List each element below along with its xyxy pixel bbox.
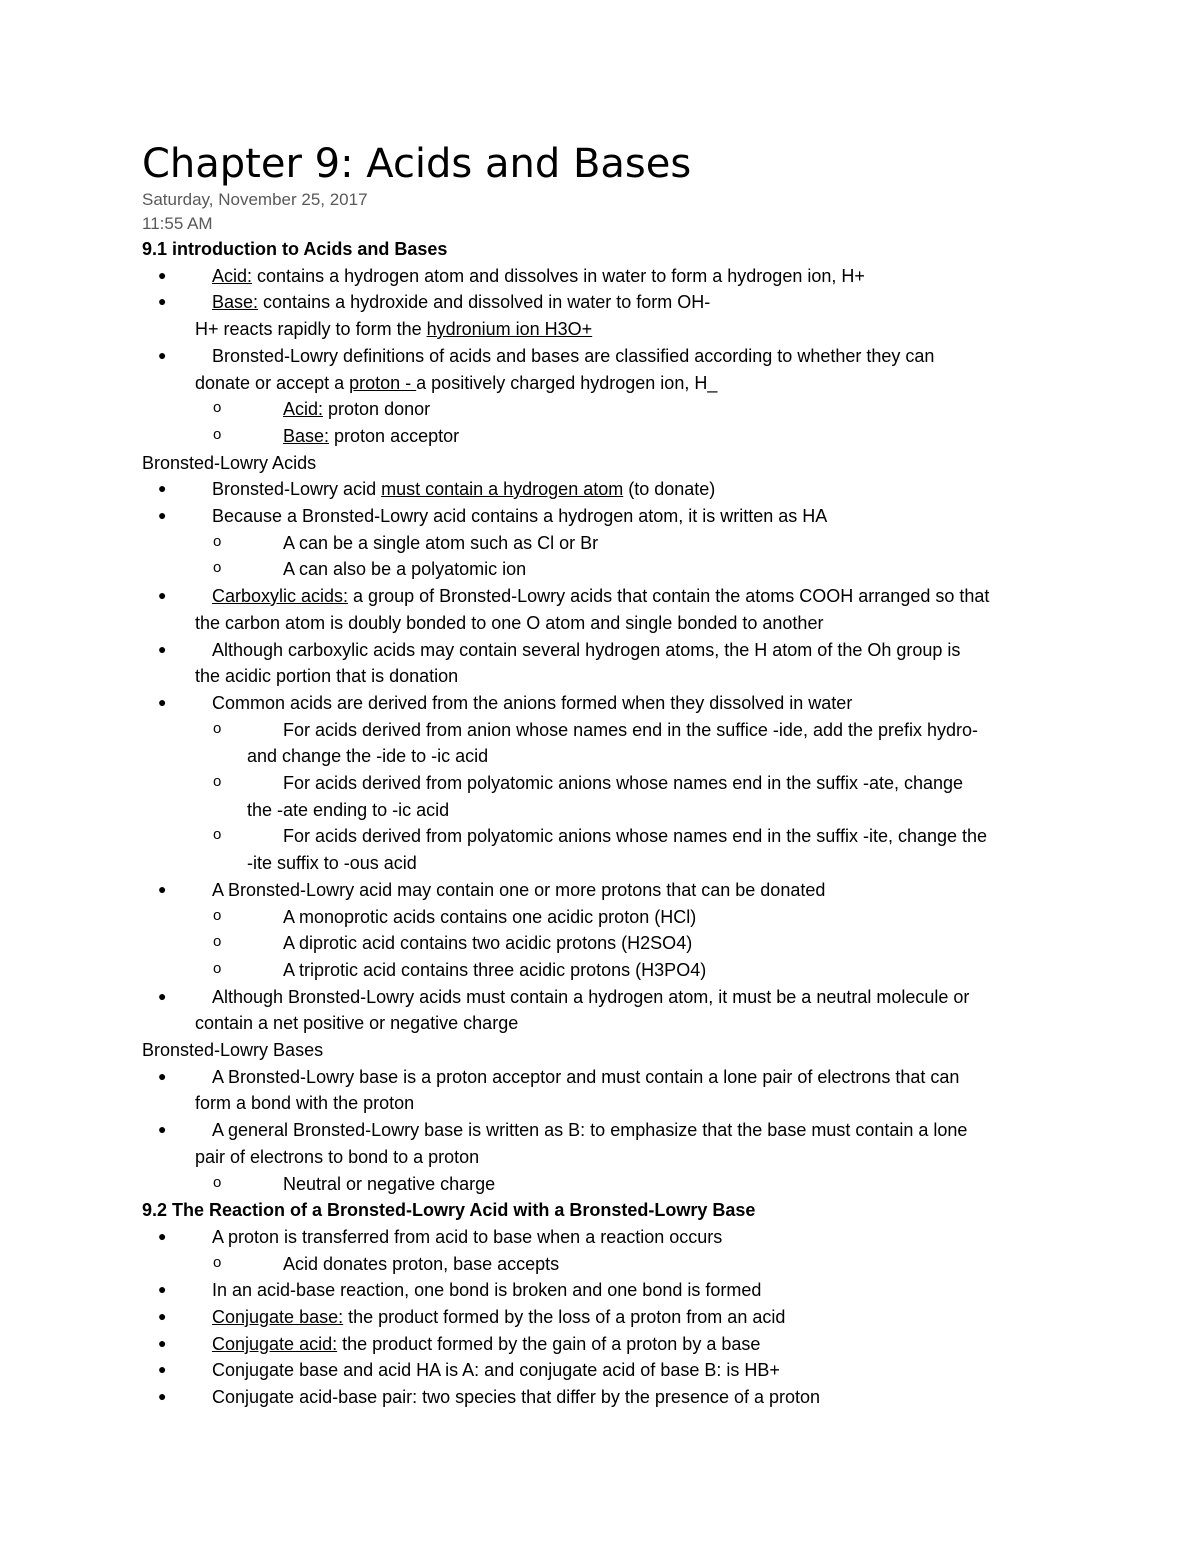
bullet-icon: ●	[158, 881, 167, 897]
sub-bullet-icon: o	[213, 933, 222, 950]
note-line	[195, 663, 458, 689]
line-text: (to donate)	[623, 479, 716, 499]
underlined-term: proton -	[349, 373, 417, 393]
line-text: A Bronsted-Lowry base is a proton acceptor and must contain a lone pair of electrons that can	[212, 1067, 960, 1087]
line-text: proton acceptor	[329, 426, 460, 446]
note-line	[283, 823, 987, 849]
note-line	[195, 316, 592, 342]
line-text: 9.2 The Reaction of a Bronsted-Lowry Acid with a Bronsted-Lowry Base	[142, 1200, 756, 1220]
note-line	[212, 984, 969, 1010]
underlined-term: hydronium ion H3O+	[426, 319, 593, 339]
subsection-title	[142, 450, 316, 476]
line-text: Although carboxylic acids may contain several hydrogen atoms, the H atom of the Oh group is	[212, 640, 961, 660]
line-text: form a bond with the proton	[195, 1093, 415, 1113]
line-text: the acidic portion that is donation	[195, 666, 459, 686]
underlined-term: Conjugate base:	[212, 1307, 344, 1327]
sub-bullet-icon: o	[213, 399, 222, 416]
note-line	[212, 877, 825, 903]
bullet-icon: ●	[158, 694, 167, 710]
note-line	[283, 1171, 495, 1197]
bullet-icon: ●	[158, 1228, 167, 1244]
line-text: A monoprotic acids contains one acidic proton (HCl)	[283, 907, 697, 927]
line-text: 9.1 introduction to Acids and Bases	[142, 239, 448, 259]
bullet-icon: ●	[158, 267, 167, 283]
line-text: A can also be a polyatomic ion	[283, 559, 527, 579]
note-line	[283, 770, 963, 796]
line-text: the carbon atom is doubly bonded to one O atom and single bonded to another	[195, 613, 824, 633]
underlined-term: Base:	[283, 426, 330, 446]
note-line	[195, 1144, 479, 1170]
line-text: A can be a single atom such as Cl or Br	[283, 533, 599, 553]
bullet-icon: ●	[158, 1281, 167, 1297]
line-text: Conjugate base and acid HA is A: and conjugate acid of base B: is HB+	[212, 1360, 780, 1380]
line-text: a group of Bronsted-Lowry acids that contain the atoms COOH arranged so that	[348, 586, 990, 606]
note-line	[247, 743, 488, 769]
note-line	[247, 797, 449, 823]
note-line	[283, 904, 696, 930]
line-text: and change the -ide to -ic acid	[247, 746, 489, 766]
line-text: Acid donates proton, base accepts	[283, 1254, 560, 1274]
sub-bullet-icon: o	[213, 826, 222, 843]
page-title: Chapter 9: Acids and Bases	[142, 141, 692, 187]
bullet-icon: ●	[158, 1121, 167, 1137]
line-text: Bronsted-Lowry Acids	[142, 453, 317, 473]
line-text-prefix: donate or accept a	[195, 373, 350, 393]
section-heading	[142, 236, 447, 262]
note-line	[283, 957, 706, 983]
line-text: the product formed by the loss of a proton from an acid	[343, 1307, 786, 1327]
sub-bullet-icon: o	[213, 1174, 222, 1191]
underlined-term: Carboxylic acids:	[212, 586, 349, 606]
note-line	[195, 370, 717, 396]
note-line	[212, 583, 989, 609]
line-text: contains a hydroxide and dissolved in water to form OH-	[258, 292, 711, 312]
underlined-term: Base:	[212, 292, 259, 312]
note-line	[283, 556, 526, 582]
bullet-icon: ●	[158, 480, 167, 496]
line-text: For acids derived from polyatomic anions whose names end in the suffix -ate, change	[283, 773, 964, 793]
note-line	[283, 930, 692, 956]
line-text: Bronsted-Lowry Bases	[142, 1040, 324, 1060]
line-text: contain a net positive or negative charge	[195, 1013, 519, 1033]
bullet-icon: ●	[158, 1308, 167, 1324]
note-line	[212, 263, 865, 289]
line-text: -ite suffix to -ous acid	[247, 853, 417, 873]
line-text: Bronsted-Lowry definitions of acids and bases are classified according to whether they can	[212, 346, 935, 366]
line-text: Because a Bronsted-Lowry acid contains a hydrogen atom, it is written as HA	[212, 506, 828, 526]
line-text-prefix: H+ reacts rapidly to form the	[195, 319, 427, 339]
bullet-icon: ●	[158, 641, 167, 657]
sub-bullet-icon: o	[213, 533, 222, 550]
note-line	[212, 343, 934, 369]
bullet-icon: ●	[158, 293, 167, 309]
bullet-icon: ●	[158, 1068, 167, 1084]
sub-bullet-icon: o	[213, 559, 222, 576]
sub-bullet-icon: o	[213, 907, 222, 924]
note-line	[212, 1277, 761, 1303]
note-line	[195, 1010, 518, 1036]
section-heading	[142, 1197, 755, 1223]
underlined-term: Acid:	[283, 399, 324, 419]
line-text: For acids derived from anion whose names end in the suffice -ide, add the prefix hydro-	[283, 720, 979, 740]
bullet-icon: ●	[158, 988, 167, 1004]
note-line	[212, 1331, 760, 1357]
note-line	[212, 1357, 780, 1383]
note-line	[247, 850, 417, 876]
subsection-title	[142, 1037, 323, 1063]
underlined-term: Conjugate acid:	[212, 1334, 338, 1354]
note-line	[212, 1117, 967, 1143]
bullet-icon: ●	[158, 1335, 167, 1351]
note-line	[212, 503, 827, 529]
page-date: Saturday, November 25, 2017	[142, 190, 368, 209]
note-line	[212, 1384, 820, 1410]
underlined-term: must contain a hydrogen atom	[381, 479, 624, 499]
line-text: proton donor	[323, 399, 431, 419]
line-text: A triprotic acid contains three acidic protons (H3PO4)	[283, 960, 707, 980]
sub-bullet-icon: o	[213, 1254, 222, 1271]
line-text: the -ate ending to -ic acid	[247, 800, 450, 820]
line-text: For acids derived from polyatomic anions whose names end in the suffix -ite, change the	[283, 826, 988, 846]
line-text: A general Bronsted-Lowry base is written as B: to emphasize that the base must contain a lone	[212, 1120, 968, 1140]
line-text: Conjugate acid-base pair: two species that differ by the presence of a proton	[212, 1387, 821, 1407]
note-line	[212, 289, 710, 315]
note-line	[283, 396, 430, 422]
note-line	[212, 476, 715, 502]
line-text: contains a hydrogen atom and dissolves in water to form a hydrogen ion, H+	[252, 266, 865, 286]
line-text: Although Bronsted-Lowry acids must contain a hydrogen atom, it must be a neutral molecule or	[212, 987, 970, 1007]
page-time: 11:55 AM	[142, 214, 213, 233]
line-text: a positively charged hydrogen ion, H_	[416, 373, 718, 393]
note-line	[283, 1251, 559, 1277]
note-line	[212, 1064, 959, 1090]
line-text: In an acid-base reaction, one bond is broken and one bond is formed	[212, 1280, 762, 1300]
sub-bullet-icon: o	[213, 720, 222, 737]
line-text: A Bronsted-Lowry acid may contain one or more protons that can be donated	[212, 880, 826, 900]
line-text: Common acids are derived from the anions formed when they dissolved in water	[212, 693, 853, 713]
bullet-icon: ●	[158, 1361, 167, 1377]
line-text: A diprotic acid contains two acidic protons (H2SO4)	[283, 933, 693, 953]
note-line	[195, 610, 823, 636]
bullet-icon: ●	[158, 347, 167, 363]
note-line	[283, 530, 598, 556]
note-line	[212, 1304, 785, 1330]
line-text-prefix: Bronsted-Lowry acid	[212, 479, 382, 499]
bullet-icon: ●	[158, 1388, 167, 1404]
sub-bullet-icon: o	[213, 773, 222, 790]
sub-bullet-icon: o	[213, 960, 222, 977]
line-text: pair of electrons to bond to a proton	[195, 1147, 480, 1167]
note-line	[283, 423, 459, 449]
sub-bullet-icon: o	[213, 426, 222, 443]
note-line	[283, 717, 978, 743]
note-line	[212, 690, 852, 716]
note-line	[212, 637, 960, 663]
bullet-icon: ●	[158, 587, 167, 603]
line-text: Neutral or negative charge	[283, 1174, 496, 1194]
bullet-icon: ●	[158, 507, 167, 523]
line-text: the product formed by the gain of a proton by a base	[337, 1334, 761, 1354]
line-text: A proton is transferred from acid to base when a reaction occurs	[212, 1227, 723, 1247]
note-line	[195, 1090, 414, 1116]
note-line	[212, 1224, 722, 1250]
underlined-term: Acid:	[212, 266, 253, 286]
